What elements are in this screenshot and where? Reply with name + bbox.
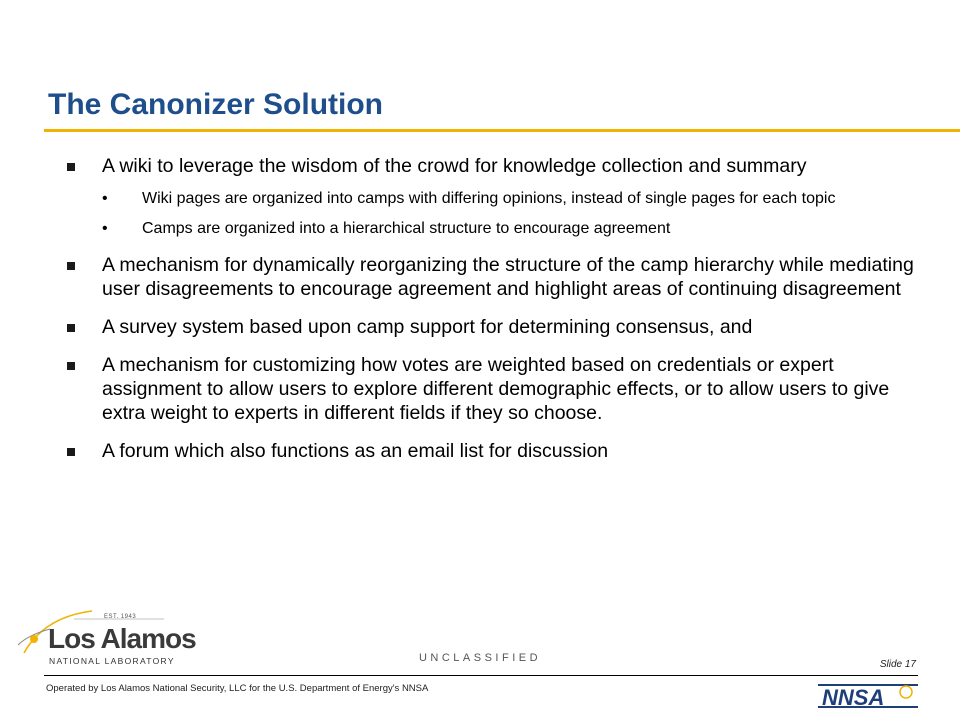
bullet-list	[64, 154, 924, 477]
bullet-item	[64, 154, 924, 239]
sub-bullet-text: Wiki pages are organized into camps with differing opinions, instead of single pages for each topic	[142, 190, 836, 207]
sub-bullet-item	[102, 219, 924, 239]
bullet-text: A mechanism for customizing how votes are weighted based on credentials or expert assignment to allow users to explore different demographic effects, or to allow users to give extra weight to experts in different fields if they so choose.	[102, 354, 890, 424]
square-bullet-icon	[67, 163, 75, 171]
dot-bullet-icon: •	[102, 190, 108, 207]
title-underline	[44, 129, 960, 132]
square-bullet-icon	[67, 262, 75, 270]
bullet-item	[64, 353, 924, 425]
square-bullet-icon	[67, 448, 75, 456]
sub-bullet-item	[102, 189, 924, 209]
bullet-item	[64, 315, 924, 339]
nnsa-logo-icon	[818, 680, 918, 712]
dot-bullet-icon: •	[102, 220, 108, 237]
logo-subtitle: NATIONAL LABORATORY	[49, 656, 175, 666]
bullet-text: A survey system based upon camp support for determining consensus, and	[102, 316, 753, 338]
nnsa-logo-text: NNSA	[822, 685, 885, 710]
logo-name: Los Alamos	[48, 623, 196, 654]
bullet-text: A forum which also functions as an email list for discussion	[102, 440, 609, 462]
bullet-text: A mechanism for dynamically reorganizing the structure of the camp hierarchy while mediating user disagreements to encourage agreement and highlight areas of continuing disagreement	[102, 254, 914, 300]
sub-bullet-list	[102, 189, 924, 239]
square-bullet-icon	[67, 362, 75, 370]
bullet-text: A wiki to leverage the wisdom of the crowd for knowledge collection and summary	[102, 155, 807, 177]
operated-by-text: Operated by Los Alamos National Security, LLC for the U.S. Department of Energy's NNSA	[46, 683, 429, 694]
bullet-item	[64, 253, 924, 301]
slide-number: Slide 17	[879, 659, 916, 670]
classification-label: UNCLASSIFIED	[418, 652, 542, 664]
logo-est: EST. 1943	[104, 614, 137, 620]
square-bullet-icon	[67, 324, 75, 332]
slide-title: The Canonizer Solution	[48, 88, 383, 121]
footer-divider	[44, 675, 918, 676]
sub-bullet-text: Camps are organized into a hierarchical structure to encourage agreement	[142, 220, 671, 237]
bullet-item	[64, 439, 924, 463]
